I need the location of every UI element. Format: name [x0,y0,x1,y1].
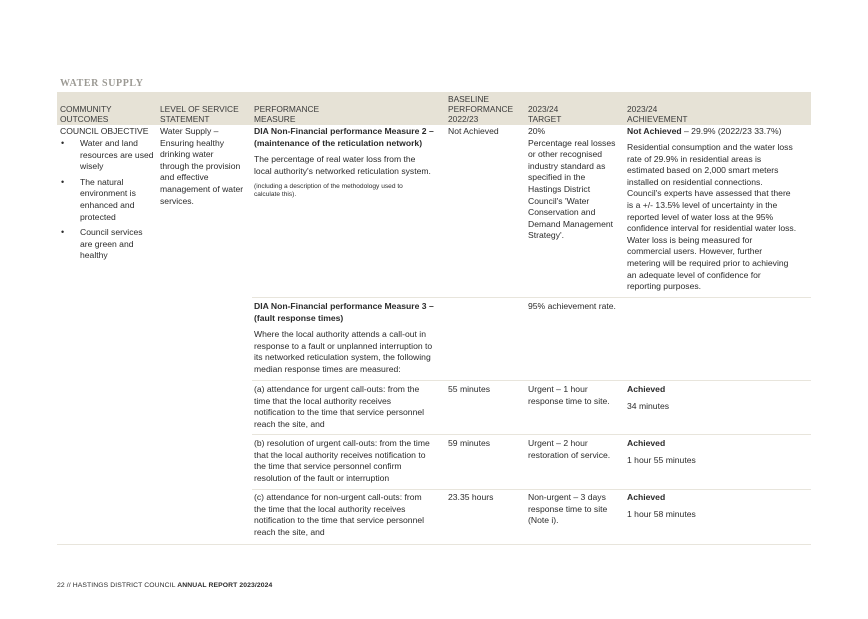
row-divider [252,297,811,298]
achievement-line: confidence interval for residential water loss. [627,223,797,234]
target-line: industry standard as [528,160,606,171]
measure-line: the time that the local authority receives [254,503,406,514]
target-line: Strategy'. [528,230,565,241]
measure-3b-status: Achieved [627,438,666,448]
header-statement [160,104,239,124]
achievement-line: Council's experts have assessed that there [627,188,791,199]
measure-3-title [254,301,434,324]
measure-3a-baseline: 55 minutes [448,384,491,394]
header-baseline-line: BASELINE [448,94,489,104]
page-footer [57,582,272,589]
target-line: Non-urgent – 3 days [528,492,606,502]
target-line: Urgent – 1 hour [528,384,588,394]
measure-2-note-line: calculate this). [254,191,297,199]
header-baseline-line: 2022/23 [448,114,479,124]
header-outcomes-line: OUTCOMES [60,114,109,124]
measure-3-description-line: median response times are measured: [254,363,401,374]
header-outcomes-line: COMMUNITY [60,104,112,114]
measure-line: reach the site, and [254,526,325,537]
measure-3-description-line: response to a fault or unplanned interruption to [254,340,433,351]
target-line: 20% [528,126,546,136]
measure-3a-description [254,384,424,430]
statement-line: Ensuring healthy [160,137,225,148]
header-measure [254,104,319,124]
statement-line: management of water [160,183,244,194]
level-of-service-statement [160,126,243,207]
achievement-line: is a +/- 13.5% level of uncertainty in the [627,199,778,210]
measure-2-note [254,183,403,200]
measure-line: notification to the time that service personnel [254,407,425,418]
achievement-line: rate of 29.9% in residential areas is [627,153,762,164]
achievement-figure: – 29.9% (2022/23 33.7%) [681,126,782,136]
statement-line: drinking water [160,149,214,160]
measure-line: the time that service personnel confirm [254,461,402,472]
table-bottom-rule [57,544,811,545]
statement-line: and effective [160,172,209,183]
header-baseline-line: PERFORMANCE [448,104,514,114]
outcome-item: • The natural environment is enhanced and protected [60,177,155,223]
measure-3b-description [254,438,430,484]
target-line: specified in the [528,172,586,183]
measure-line: (c) attendance for non-urgent call-outs: from [254,492,422,502]
target-line: Demand Management [528,218,614,229]
measure-3-title-line: (fault response times) [254,312,344,323]
council-objective: COUNCIL OBJECTIVE [60,126,149,136]
header-statement-line: STATEMENT [160,114,210,124]
measure-3-description [254,329,432,375]
measure-2-description-line: local authority's networked reticulation system. [254,165,431,176]
achievement-line: estimated based on 2,000 smart meters [627,165,779,176]
footer-prefix: 22 // HASTINGS DISTRICT COUNCIL [57,582,178,589]
measure-2-title-line: DIA Non-Financial performance Measure 2 – [254,126,434,136]
outcome-item: • Water and land resources are used wisely [60,138,155,173]
measure-3-title-line: DIA Non-Financial performance Measure 3 – [254,301,434,311]
measure-2-achievement-body [627,142,796,293]
target-line: Urgent – 2 hour [528,438,588,448]
target-line: Conservation and [528,207,596,218]
measure-line: notification to the time that service personnel [254,515,425,526]
measure-3c-baseline: 23.35 hours [448,492,494,502]
measure-2-target [528,126,615,242]
section-title: WATER SUPPLY [60,78,144,89]
measure-3c-description [254,492,424,538]
measure-3c-status: Achieved [627,492,666,502]
measure-line: (a) attendance for urgent call-outs: from the [254,384,420,394]
target-line: Hastings District [528,183,591,194]
measure-line: resolution of the fault or interruption [254,472,390,483]
header-measure-line: MEASURE [254,114,296,124]
measure-3a-status: Achieved [627,384,666,394]
header-outcomes [60,104,112,124]
target-line: or other recognised [528,149,603,160]
measure-2-baseline: Not Achieved [448,126,499,136]
row-divider [252,434,811,435]
header-achievement-line: 2023/24 [627,104,658,114]
measure-3a-value: 34 minutes [627,401,670,411]
header-baseline [448,94,513,124]
achievement-line: commercial users. However, further [627,246,763,257]
outcomes-list [60,138,155,266]
header-achievement-line: ACHIEVEMENT [627,114,688,124]
measure-3c-value: 1 hour 58 minutes [627,509,696,519]
measure-3-description-line: Where the local authority attends a call-out in [254,329,426,339]
measure-3-description-line: its networked reticulation system, the following [254,352,431,363]
measure-line: (b) resolution of urgent call-outs: from the time [254,438,430,448]
achievement-line: reported level of water loss at the 95% [627,211,774,222]
outcome-item: • Council services are green and healthy [60,227,155,262]
statement-line: through the provision [160,160,241,171]
achievement-line: Water loss is being measured for [627,234,753,245]
header-achievement [627,104,688,124]
achievement-line: Residential consumption and the water loss [627,142,793,152]
achievement-line: installed on residential connections. [627,176,763,187]
measure-2-title-line: (maintenance of the reticulation network) [254,137,423,148]
statement-line: services. [160,195,194,206]
header-measure-line: PERFORMANCE [254,104,320,114]
target-line: response time to site [528,503,608,514]
header-target [528,104,561,124]
measure-line: reach the site, and [254,418,325,429]
header-statement-line: LEVEL OF SERVICE [160,104,239,114]
measure-2-description [254,154,431,177]
measure-3b-value: 1 hour 55 minutes [627,455,696,465]
footer-report-title: ANNUAL REPORT 2023/2024 [177,582,273,589]
header-target-line: TARGET [528,114,562,124]
achievement-line: reporting purposes. [627,281,702,292]
measure-2-title [254,126,434,149]
measure-2-description-line: The percentage of real water loss from the [254,154,416,164]
statement-line: Water Supply – [160,126,219,136]
achievement-line: metering will be required prior to achieving [627,257,789,268]
measure-2-achievement-heading [627,126,781,138]
achievement-line: an adequate level of confidence for [627,269,761,280]
measure-3b-target [528,438,610,461]
achievement-status: Not Achieved [627,126,682,136]
measure-2-note-line: (including a description of the methodology used to [254,183,403,190]
row-divider [252,380,811,381]
measure-line: time that the local authority receives [254,395,392,406]
measure-3-target: 95% achievement rate. [528,301,616,311]
measure-line: that the local authority receives notification to [254,449,426,460]
target-line: Council's 'Water [528,195,590,206]
header-target-line: 2023/24 [528,104,559,114]
measure-3b-baseline: 59 minutes [448,438,491,448]
measure-3c-target [528,492,607,527]
target-line: (Note i). [528,515,559,526]
row-divider [252,489,811,490]
target-line: response time to site. [528,395,610,406]
measure-3a-target [528,384,610,407]
target-line: Percentage real losses [528,137,616,148]
target-line: restoration of service. [528,449,611,460]
